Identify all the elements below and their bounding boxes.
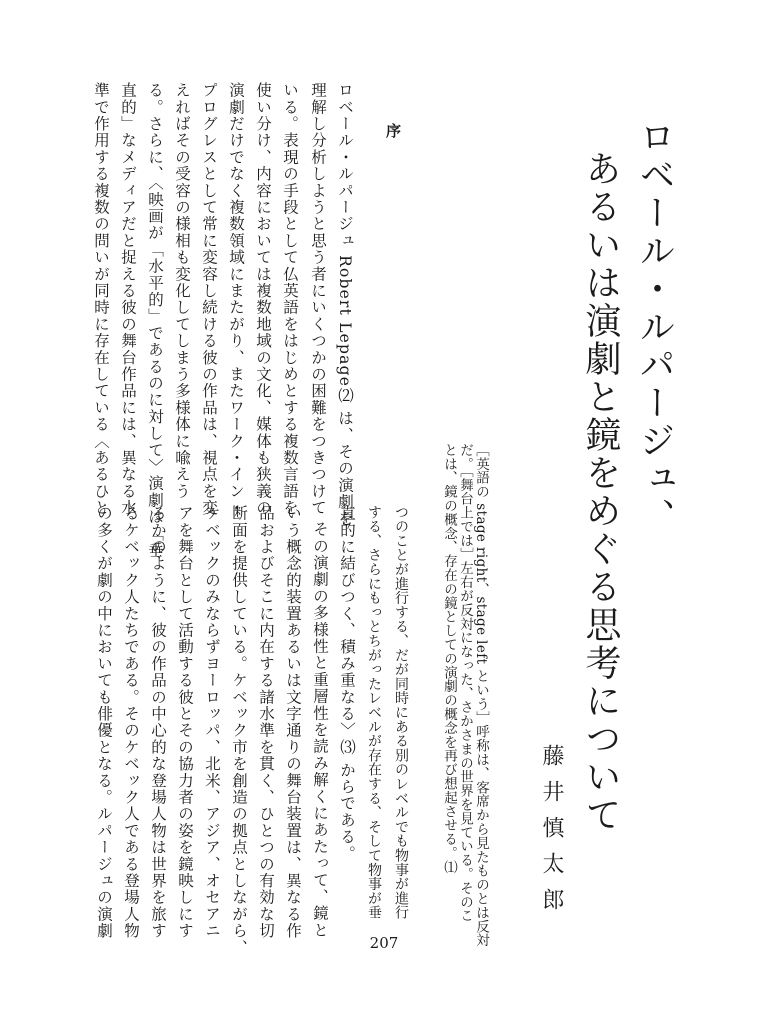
section-heading: 序 [384,123,402,138]
body-line: 断面を提供している。ケベック市を創造の拠点としながら、 [230,505,248,956]
body-line: その演劇の多様性と重層性を読み解くにあたって、鏡と [311,521,329,939]
body-line: いる。表現の手段として仏英語をはじめとする複数言語を [281,82,299,517]
body-line: えればその受容の様相も変化してしまう多様体に喩えう [173,82,191,500]
body-line: プログレスとして常に変容し続ける彼の作品は、視点を変 [200,82,218,517]
body-line: ケベックのみならずヨーロッパ、北米、アジア、オセアニ [203,505,221,940]
body-line: る。さらに、〈映画が「水平的」であるのに対して〉演劇は「垂 [146,82,164,559]
author-name: 藤井慎太郎 [539,744,564,924]
epigraph-line: だ。［舞台上では］左右が反対になった、さかさまの世界を見ている。そのこ [457,443,473,923]
body-line: 直的」なメディアだと捉える彼の舞台作品には、異なる水 [119,82,137,517]
epigraph-line: とは、鏡の概念、存在の鏡としての演劇の概念を再び想起させる。⑴ [441,443,457,874]
title-line-1: ロベール・ルパージュ、 [634,118,675,536]
epigraph-line: ［英語の stage right、stage left という］呼称は、客席から見たものとは反対 [473,443,489,948]
body-line: るケベック人たちである。そのケベック人である登場人物 [122,505,140,940]
body-line: いう概念的装置あるいは文字通りの舞台装置は、異なる作 [284,505,302,940]
body-line: 演劇だけでなく複数領域にまたがり、またワーク・イン・ [227,82,245,517]
body-line: の多くが劇の中においても俳優となる。ルパージュの演劇 [95,505,113,940]
body-line: する、さらにもっとちがったレベルが存在する、そして物事が垂 [366,505,382,920]
body-line: アを舞台として活動する彼とその協力者の姿を鏡映しにす [176,505,194,940]
body-line: ロベール・ルパージュ Robert Lepage⑵ は、その演劇を [336,82,354,527]
body-line: つのことが進行する、だが同時にある別のレベルでも物事が進行 [393,505,409,920]
body-line: 理解し分析しようと思う者にいくつかの困難をつきつけて [309,82,327,517]
body-line: 直的に結びつく、積み重なる〉⑶ からである。 [338,505,356,862]
body-line: るかのように、彼の作品の中心的な登場人物は世界を旅す [149,505,167,940]
page-number: 207 [369,934,399,952]
body-line: 品およびそこに内在する諸水準を貫く、ひとつの有効な切 [257,505,275,940]
body-line: 使い分け、内容においては複数地域の文化、媒体も狭義の [254,82,272,517]
title-line-2: あるいは演劇と鏡をめぐる思考について [580,150,621,834]
body-line: 準で作用する複数の問いが同時に存在している〈あるひと [92,82,110,517]
